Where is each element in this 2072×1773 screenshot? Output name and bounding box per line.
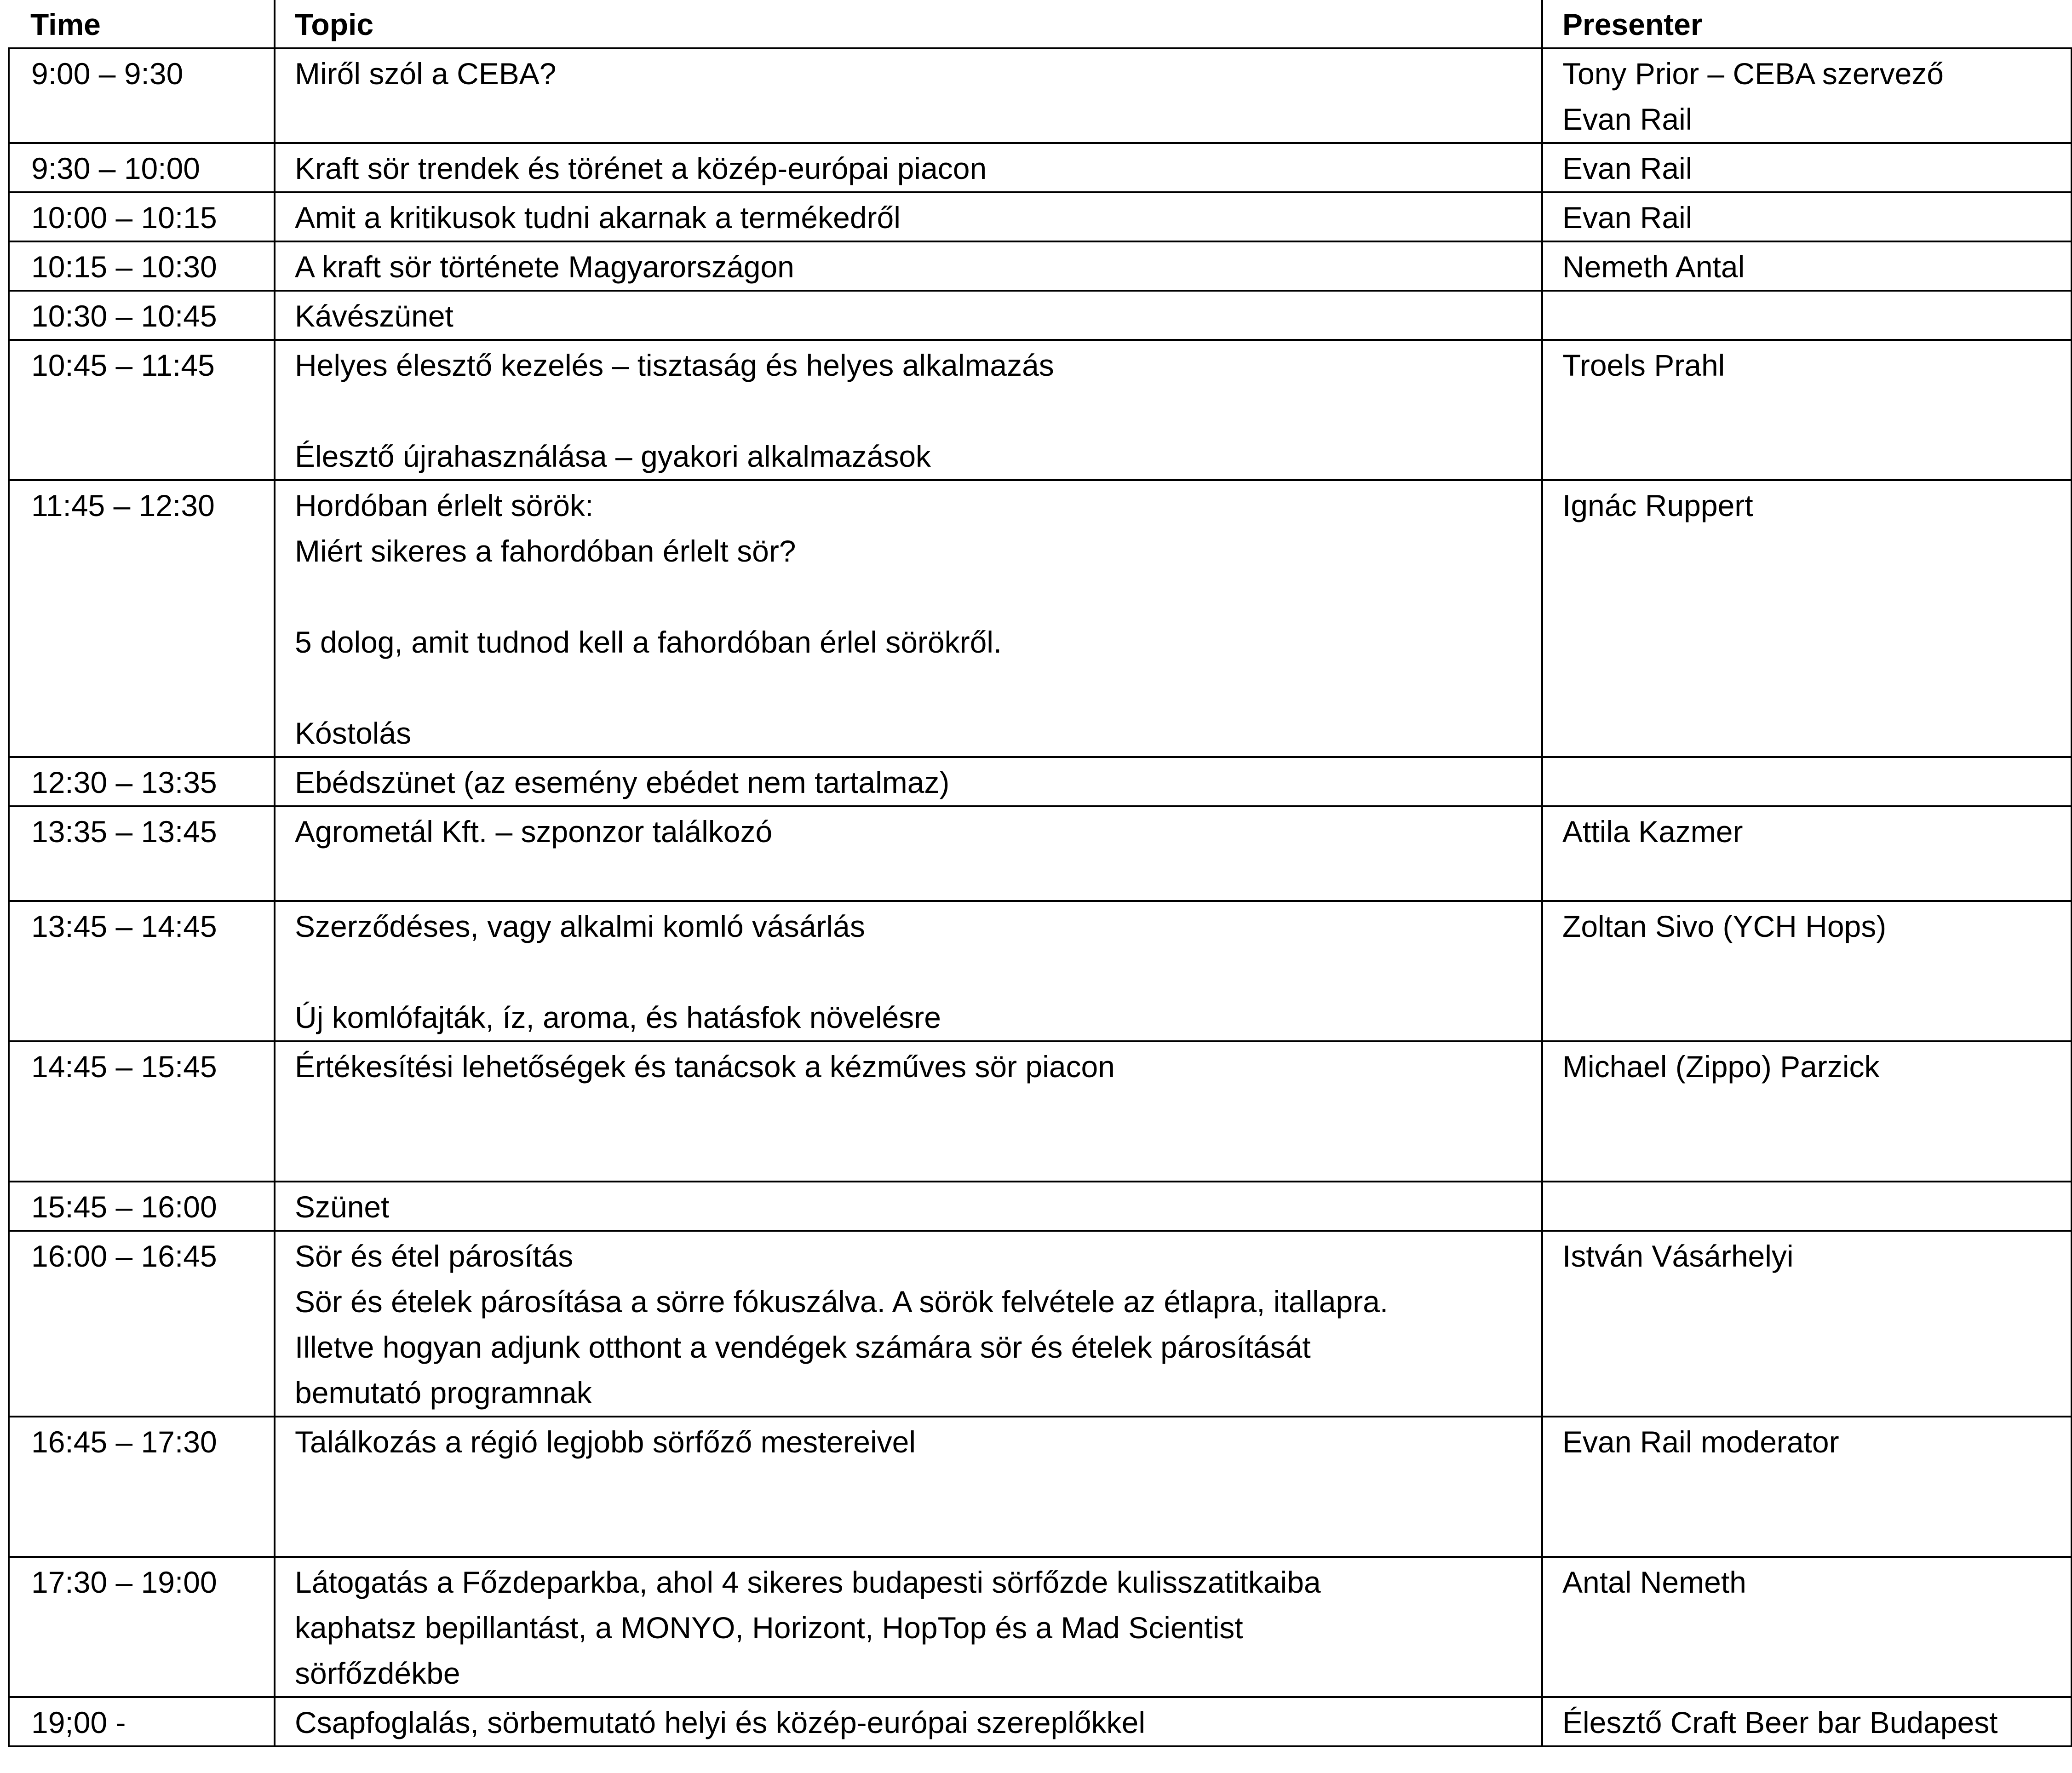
- time-cell: [9, 1557, 275, 1697]
- topic-line: Helyes élesztő kezelés – tisztaság és helyes alkalmazás: [295, 348, 1054, 382]
- table-row: [9, 1557, 2072, 1697]
- presenter-line: Evan Rail moderator: [1562, 1425, 1839, 1459]
- time-cell: [9, 241, 275, 291]
- blank-line: [295, 1465, 1541, 1510]
- table-row: [9, 291, 2072, 340]
- topic-line: Csapfoglalás, sörbemutató helyi és közép-európai szereplőkkel: [295, 1705, 1145, 1739]
- presenter-cell: [1542, 241, 2072, 291]
- topic-line: Sör és ételek párosítása a sörre fókuszálva. A sörök felvétele az étlapra, itallapra.: [295, 1285, 1389, 1319]
- presenter-line: Evan Rail: [1562, 102, 1693, 136]
- time-cell: [9, 48, 275, 143]
- topic-cell: [275, 1231, 1542, 1417]
- presenter-line: Zoltan Sivo (YCH Hops): [1562, 909, 1887, 943]
- presenter-cell: [1542, 757, 2072, 806]
- topic-line: sörfőzdékbe: [295, 1656, 460, 1690]
- time-text: 10:30 – 10:45: [31, 299, 217, 333]
- presenter-cell: [1542, 480, 2072, 757]
- topic-line: Kávészünet: [295, 299, 453, 333]
- table-row: [9, 241, 2072, 291]
- schedule-rows: [9, 48, 2072, 1746]
- presenter-line: Antal Nemeth: [1562, 1565, 1746, 1599]
- topic-line: bemutató programnak: [295, 1376, 592, 1410]
- table-row: [9, 1417, 2072, 1557]
- topic-cell: [275, 901, 1542, 1041]
- presenter-cell: [1542, 1182, 2072, 1231]
- table-row: [9, 1041, 2072, 1182]
- table-row: [9, 1231, 2072, 1417]
- presenter-line: Attila Kazmer: [1562, 815, 1743, 849]
- presenter-line: Ignác Ruppert: [1562, 488, 1753, 522]
- topic-header: Topic: [275, 0, 1542, 48]
- time-text: 19;00 -: [31, 1705, 126, 1739]
- topic-line: 5 dolog, amit tudnod kell a fahordóban érlel sörökről.: [295, 625, 1002, 659]
- presenter-cell: [1542, 1557, 2072, 1697]
- topic-cell: [275, 48, 1542, 143]
- topic-line: Agrometál Kft. – szponzor találkozó: [295, 815, 773, 849]
- topic-line: Élesztő újrahasználása – gyakori alkalmazások: [295, 439, 931, 473]
- time-text: 15:45 – 16:00: [31, 1190, 217, 1224]
- time-cell: [9, 480, 275, 757]
- time-cell: [9, 757, 275, 806]
- presenter-line: Tony Prior – CEBA szervező: [1562, 57, 1944, 91]
- topic-line: Sör és étel párosítás: [295, 1239, 574, 1273]
- time-cell: [9, 1697, 275, 1746]
- time-cell: [9, 340, 275, 480]
- time-cell: [9, 1182, 275, 1231]
- table-row: [9, 192, 2072, 241]
- presenter-cell: [1542, 1417, 2072, 1557]
- presenter-line: Michael (Zippo) Parzick: [1562, 1050, 1880, 1084]
- blank-line: [295, 665, 1541, 711]
- time-text: 10:15 – 10:30: [31, 250, 217, 284]
- topic-line: Kóstolás: [295, 716, 412, 750]
- topic-cell: [275, 1041, 1542, 1182]
- time-text: 12:30 – 13:35: [31, 765, 217, 799]
- topic-line: Értékesítési lehetőségek és tanácsok a kézműves sör piacon: [295, 1050, 1115, 1084]
- time-text: 10:00 – 10:15: [31, 201, 217, 235]
- table-row: [9, 143, 2072, 192]
- blank-line: [295, 949, 1541, 995]
- topic-line: Ebédszünet (az esemény ebédet nem tartalmaz): [295, 765, 950, 799]
- topic-cell: [275, 1697, 1542, 1746]
- time-text: 13:45 – 14:45: [31, 909, 217, 943]
- topic-cell: [275, 192, 1542, 241]
- time-cell: [9, 1041, 275, 1182]
- time-cell: [9, 1231, 275, 1417]
- table-row: [9, 480, 2072, 757]
- presenter-line: Nemeth Antal: [1562, 250, 1745, 284]
- schedule-table: [8, 0, 2072, 1747]
- time-text: 14:45 – 15:45: [31, 1050, 217, 1084]
- time-cell: [9, 901, 275, 1041]
- time-cell: [9, 192, 275, 241]
- blank-line: [295, 1510, 1541, 1556]
- topic-line: Amit a kritikusok tudni akarnak a termékedről: [295, 201, 901, 235]
- time-text: 10:45 – 11:45: [31, 348, 215, 382]
- table-row: [9, 757, 2072, 806]
- time-text: 13:35 – 13:45: [31, 815, 217, 849]
- time-cell: [9, 806, 275, 901]
- time-text: 11:45 – 12:30: [31, 488, 215, 522]
- time-cell: [9, 1417, 275, 1557]
- topic-cell: [275, 806, 1542, 901]
- topic-line: Találkozás a régió legjobb sörfőző mestereivel: [295, 1425, 916, 1459]
- topic-line: Illetve hogyan adjunk otthont a vendégek számára sör és ételek párosítását: [295, 1330, 1311, 1364]
- blank-line: [295, 855, 1541, 900]
- topic-cell: [275, 241, 1542, 291]
- table-row: [9, 806, 2072, 901]
- topic-cell: [275, 480, 1542, 757]
- time-text: 16:00 – 16:45: [31, 1239, 217, 1273]
- table-row: [9, 1182, 2072, 1231]
- presenter-cell: [1542, 901, 2072, 1041]
- time-cell: [9, 291, 275, 340]
- presenter-line: Evan Rail: [1562, 151, 1693, 185]
- topic-line: Szünet: [295, 1190, 390, 1224]
- topic-cell: [275, 291, 1542, 340]
- topic-line: Hordóban érlelt sörök:: [295, 488, 594, 522]
- topic-cell: [275, 1557, 1542, 1697]
- schedule-document: [8, 0, 2071, 1747]
- blank-line: [295, 574, 1541, 620]
- presenter-cell: [1542, 806, 2072, 901]
- table-row: [9, 48, 2072, 143]
- topic-cell: [275, 340, 1542, 480]
- blank-line: [295, 1090, 1541, 1135]
- time-cell: [9, 143, 275, 192]
- table-row: [9, 1697, 2072, 1746]
- time-text: 9:00 – 9:30: [31, 57, 184, 91]
- presenter-cell: [1542, 48, 2072, 143]
- topic-cell: [275, 1417, 1542, 1557]
- header-row: [9, 0, 2072, 48]
- presenter-line: Élesztő Craft Beer bar Budapest: [1562, 1705, 1998, 1739]
- presenter-cell: [1542, 1231, 2072, 1417]
- topic-line: Kraft sör trendek és törénet a közép-európai piacon: [295, 151, 987, 185]
- topic-cell: [275, 757, 1542, 806]
- presenter-header: Presenter: [1542, 0, 2072, 48]
- table-row: [9, 340, 2072, 480]
- presenter-cell: [1542, 143, 2072, 192]
- presenter-line: István Vásárhelyi: [1562, 1239, 1794, 1273]
- presenter-line: Evan Rail: [1562, 201, 1693, 235]
- topic-cell: [275, 1182, 1542, 1231]
- topic-line: Miről szól a CEBA?: [295, 57, 557, 91]
- time-header: Time: [9, 0, 275, 48]
- table-row: [9, 901, 2072, 1041]
- topic-line: Miért sikeres a fahordóban érlelt sör?: [295, 534, 796, 568]
- time-text: 17:30 – 19:00: [31, 1565, 217, 1599]
- topic-line: kaphatsz bepillantást, a MONYO, Horizont, HopTop és a Mad Scientist: [295, 1611, 1243, 1645]
- presenter-line: Troels Prahl: [1562, 348, 1725, 382]
- time-text: 9:30 – 10:00: [31, 151, 200, 185]
- presenter-cell: [1542, 340, 2072, 480]
- presenter-cell: [1542, 192, 2072, 241]
- time-text: 16:45 – 17:30: [31, 1425, 217, 1459]
- blank-line: [295, 1135, 1541, 1181]
- topic-line: A kraft sör története Magyarországon: [295, 250, 794, 284]
- topic-line: Új komlófajták, íz, aroma, és hatásfok növelésre: [295, 1000, 941, 1034]
- presenter-cell: [1542, 291, 2072, 340]
- topic-line: Látogatás a Főzdeparkba, ahol 4 sikeres budapesti sörfőzde kulisszatitkaiba: [295, 1565, 1321, 1599]
- blank-line: [295, 388, 1541, 434]
- presenter-cell: [1542, 1041, 2072, 1182]
- topic-cell: [275, 143, 1542, 192]
- presenter-cell: [1542, 1697, 2072, 1746]
- topic-line: Szerződéses, vagy alkalmi komló vásárlás: [295, 909, 865, 943]
